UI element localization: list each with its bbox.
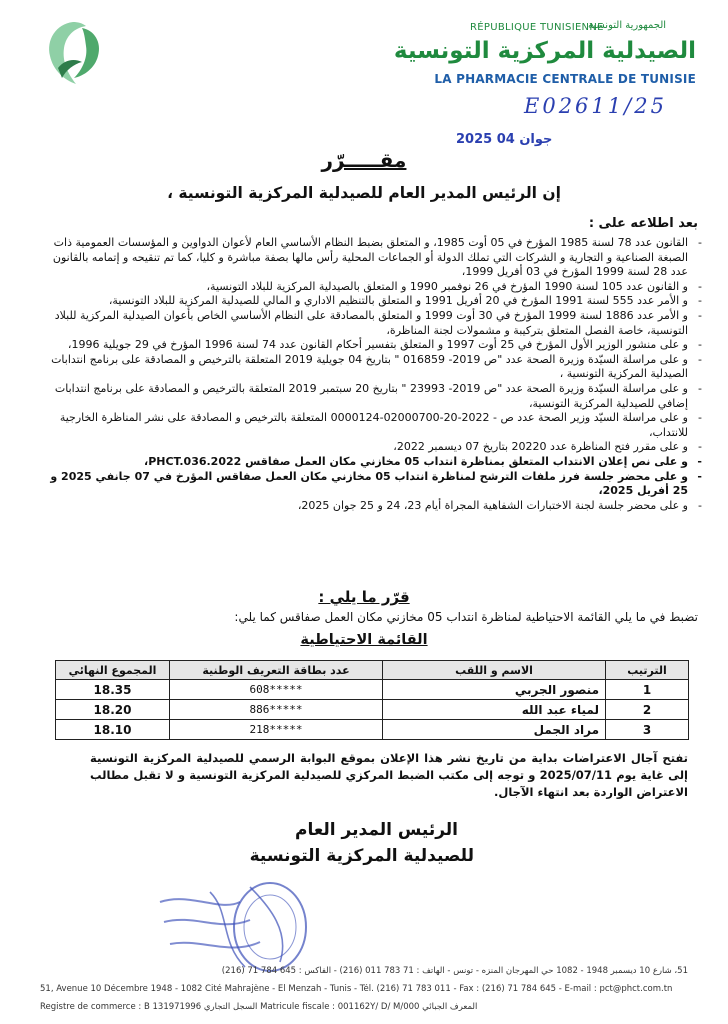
name-cell: منصور الجربي: [383, 680, 606, 700]
list-item: - و على نص إعلان الانتداب المتعلق بمناظرة انتداب 05 مخازني مكان العمل صفاقس PHCT.036.2022،: [34, 455, 698, 470]
id-cell: 218*****: [170, 720, 383, 740]
objection-notice: تفتح آجال الاعتراضات بداية من تاريخ نشر هذا الإعلان بموقع البوابة الرسمي للصيدلية المركزية التونسية إلى غاية يوم 2025/07/11 و توجه إلى مكتب الضبط المركزي للصيدلية المركزية التونسية و لا تقبل مطالب الاعتراض الواردة بعد انتهاء الآجال.: [90, 751, 688, 799]
name-cell: لمياء عبد الله: [383, 700, 606, 720]
signature-title: الرئيس المدير العام: [294, 820, 458, 840]
signature-org: للصيدلية المركزية التونسية: [249, 846, 474, 866]
score-cell: 18.10: [56, 720, 170, 740]
list-item: - و القانون عدد 105 لسنة 1990 المؤرخ في 26 نوفمبر 1990 و المتعلق بالصيدلية المركزية للبلاد التونسية،: [34, 280, 698, 295]
score-cell: 18.20: [56, 700, 170, 720]
footer-registry: Registre de commerce : B 131971996 السجل التجاري Matricule fiscale : 001162Y/ D/ M/000 المعرف الجبائي: [40, 1002, 478, 1012]
table-row: [56, 720, 689, 740]
decision-heading: قرّر ما يلي :: [318, 588, 410, 606]
id-cell: 886*****: [170, 700, 383, 720]
list-item: - و على مراسلة السيّدة وزيرة الصحة عدد "ص 2019- 016859 " بتاريخ 04 جويلية 2019 المتعلقة بالترخيص و المصادقة على برنامج انتدابات الصيدلية المركزية التونسية ،: [34, 353, 698, 382]
list-item: - و على مراسلة السيّدة وزيرة الصحة عدد "ص 2019- 23993 " بتاريخ 20 سبتمبر 2019 المتعلقة بالترخيص و المصادقة على برنامج انتدابات إضافي للصيدلية المركزية التونسية،: [34, 382, 698, 411]
name-cell: مراد الجمل: [383, 720, 606, 740]
reserve-list-title: القائمة الاحتياطية: [300, 632, 428, 648]
handwritten-reference: E02611/25: [524, 94, 667, 118]
list-item: - و على محضر جلسة فرز ملفات الترشح لمناظرة انتداب 05 مخازني مكان العمل صفاقس المؤرخ في 07 جانفي 2025 و 25 أفريل 2025،: [34, 470, 698, 499]
decision-intro: تضبط في ما يلي القائمة الاحتياطية لمناظرة انتداب 05 مخازني مكان العمل صفاقس كما يلي:: [234, 610, 698, 624]
list-item: - و الأمر عدد 555 لسنة 1991 المؤرخ في 20 أفريل 1991 و المتعلق بالتنظيم الاداري و المالي للصيدلية المركزية للبلاد التونسية،: [34, 294, 698, 309]
col-name-header: الاسم و اللقب: [383, 661, 606, 680]
rank-cell: 2: [606, 700, 689, 720]
header-republic-fr: RÉPUBLIQUE TUNISIENNE: [470, 22, 604, 33]
col-rank-header: الترتيب: [606, 661, 689, 680]
col-id-header: عدد بطاقة التعريف الوطنية: [170, 661, 383, 680]
list-item: - و على مقرر فتح المناظرة عدد 20220 بتاريخ 07 ديسمبر 2022،: [34, 440, 698, 455]
list-item: - و الأمر عدد 1886 لسنة 1999 المؤرخ في 30 أوت 1999 و المتعلق بالمصادقة على النظام الأساسي الخاص بأعوان الصيدلية المركزية للبلاد التونسية، خاصة الفصل المتعلق بتركيبة و مشمولات لجنة المناظرة،: [34, 309, 698, 338]
document-subtitle: إن الرئيس المدير العام للصيدلية المركزية التونسية ،: [167, 184, 561, 202]
legal-references-list: [34, 236, 698, 513]
list-item: - القانون عدد 78 لسنة 1985 المؤرخ في 05 أوت 1985، و المتعلق بضبط النظام الأساسي العام لأعوان الدواوين و المؤسسات العمومية ذات الصبغة الصناعية و التجارية و الشركات التي تملك الدولة أو الجماعات المحلية رأس مالها بصفة مباشرة و كليا، كما تم تنقيحه و إتمامه بالقانون عدد 28 لسنة 1999 المؤرخ في 03 أفريل 1999،: [34, 236, 698, 280]
table-row: [56, 700, 689, 720]
reserve-list-table: [55, 660, 689, 740]
after-review-heading: بعد اطلاعه على :: [588, 216, 698, 231]
list-item: - و على محضر جلسة لجنة الاختبارات الشفاهية المجراة أيام 23، 24 و 25 جوان 2025،: [34, 499, 698, 514]
score-cell: 18.35: [56, 680, 170, 700]
rank-cell: 1: [606, 680, 689, 700]
col-score-header: المجموع النهائي: [56, 661, 170, 680]
footer-address-fr: 51, Avenue 10 Décembre 1948 - 1082 Cité Mahrajène - El Menzah - Tunis - Tél. (216) 71 783 011 - Fax : (216) 71 784 645 - E-mail : pct@phct.com.tn: [40, 984, 673, 994]
rank-cell: 3: [606, 720, 689, 740]
header-org-fr: LA PHARMACIE CENTRALE DE TUNISIE: [434, 72, 696, 86]
table-row: [56, 680, 689, 700]
date-stamp: 2025 جوان 04: [456, 132, 553, 147]
header-republic-ar: الجمهورية التونسية: [588, 20, 667, 31]
header-org-ar: الصيدلية المركزية التونسية: [393, 38, 696, 64]
list-item: - و على منشور الوزير الأول المؤرخ في 25 أوت 1997 و المتعلق بتفسير أحكام القانون عدد 74 لسنة 1996 المؤرخ في 29 جويلية 1996،: [34, 338, 698, 353]
pct-logo: [38, 18, 108, 90]
footer-address-ar: 51، شارع 10 ديسمبر 1948 - 1082 حي المهرجان المنزه - تونس - الهاتف : 71 783 011 (216) - الفاكس : 645 784 71 (216): [221, 966, 688, 976]
table-header-row: [56, 661, 689, 680]
list-item: - و على مراسلة السيّد وزير الصحة عدد ص - 2022-20-02000700-0000124 المتعلقة بالترخيص و المصادقة على نشر المناظرة الخارجية للانتداب،: [34, 411, 698, 440]
document-title: مقـــــرّر: [321, 148, 407, 172]
id-cell: 608*****: [170, 680, 383, 700]
